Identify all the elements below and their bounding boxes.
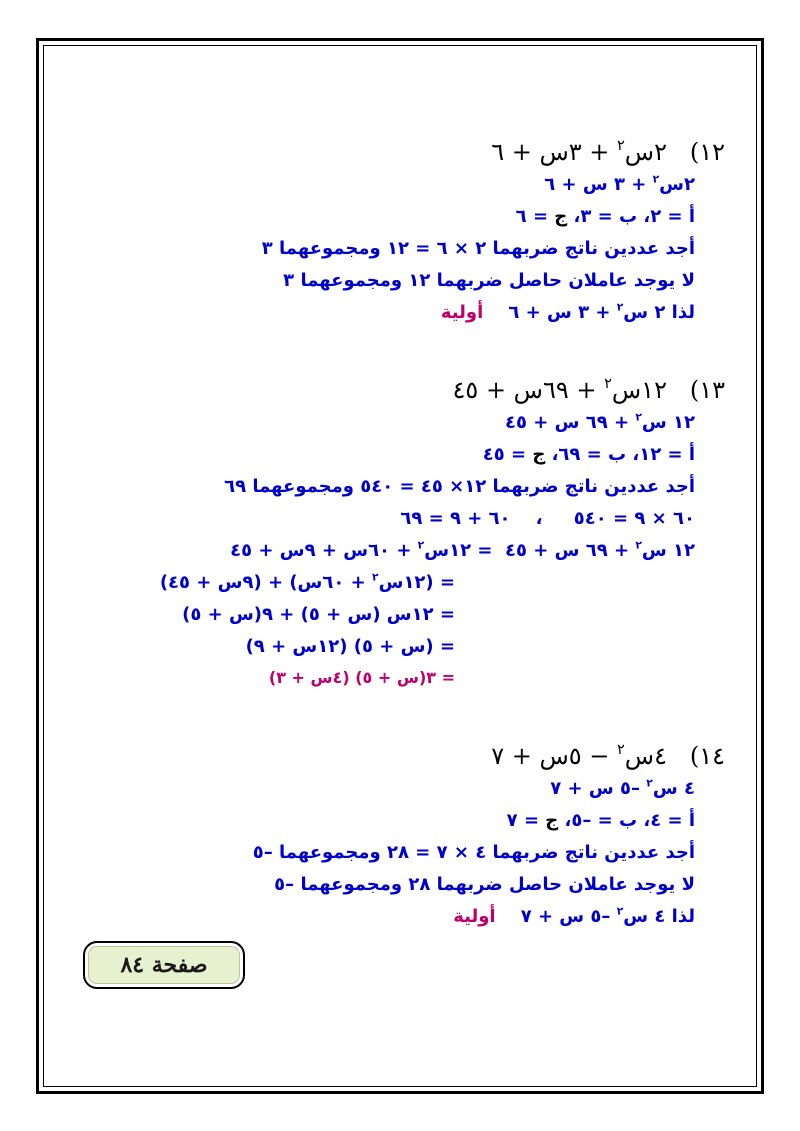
- solution-line: أجد عددين ناتج ضربهما ١٢× ٤٥ = ٥٤٠ ومجموعهما ٦٩: [224, 476, 695, 497]
- page-number-badge: [83, 941, 245, 989]
- solution-line: لذا ٤ س$^٢$ –٥ س + ٧ أولية: [453, 904, 695, 927]
- page-border-inner: [43, 45, 757, 1087]
- solution-line: أجد عددين ناتج ضربهما ٤ × ٧ = ٢٨ ومجموعهما –٥: [252, 842, 695, 863]
- solution-line: ١٢ س$^٢$ + ٦٩ س + ٤٥: [504, 410, 695, 433]
- solution-line: ٤ س$^٢$ –٥ س + ٧: [550, 776, 695, 799]
- problem-expression: ١٢س$^٢$ + ٦٩س + ٤٥: [452, 375, 667, 404]
- problem-header: [453, 376, 725, 404]
- problem-header: [491, 138, 725, 166]
- page-number-label: صفحة ٨٤: [120, 952, 208, 978]
- solution-line: ٢س$^٢$ + ٣ س + ٦: [544, 172, 695, 195]
- solution-line: لا يوجد عاملان حاصل ضربهما ١٢ ومجموعهما ٣: [283, 270, 695, 291]
- solution-line: لا يوجد عاملان حاصل ضربهما ٢٨ ومجموعهما –٥: [274, 874, 695, 895]
- solution-line: أجد عددين ناتج ضربهما ٢ × ٦ = ١٢ ومجموعهما ٣: [261, 238, 695, 259]
- solution-line: = (١٢س$^٢$ + ٦٠س) + (٩س + ٤٥): [159, 570, 455, 593]
- solution-line: أ = ٤، ب = –٥، ج = ٧: [506, 810, 695, 831]
- solution-line: = (س + ٥) (١٢س + ٩): [245, 636, 455, 657]
- solution-line: ٦٠ × ٩ = ٥٤٠ ، ٦٠ + ٩ = ٦٩: [400, 508, 695, 529]
- problem-expression: ٢س$^٢$ + ٣س + ٦: [491, 137, 667, 166]
- problem-header: [491, 742, 725, 770]
- solution-line: = ٣(س + ٥) (٤س + ٣): [268, 668, 455, 687]
- solution-line: لذا ٢ س$^٢$ + ٣ س + ٦ أولية: [440, 300, 695, 323]
- problem-number: ١٣): [689, 376, 725, 404]
- solution-line: أ = ١٢، ب = ٦٩، ج = ٤٥: [482, 444, 695, 465]
- solution-line: = ١٢س (س + ٥) + ٩(س + ٥): [182, 604, 455, 625]
- problem-expression: ٤س$^٢$ − ٥س + ٧: [491, 741, 667, 770]
- solution-line: ١٢ س$^٢$ + ٦٩ س + ٤٥ = ١٢س$^٢$ + ٦٠س + ٩س + ٤٥: [230, 538, 695, 561]
- problem-number: ١٤): [689, 742, 725, 770]
- problem-number: ١٢): [689, 138, 725, 166]
- solution-line: أ = ٢، ب = ٣، ج = ٦: [515, 206, 695, 227]
